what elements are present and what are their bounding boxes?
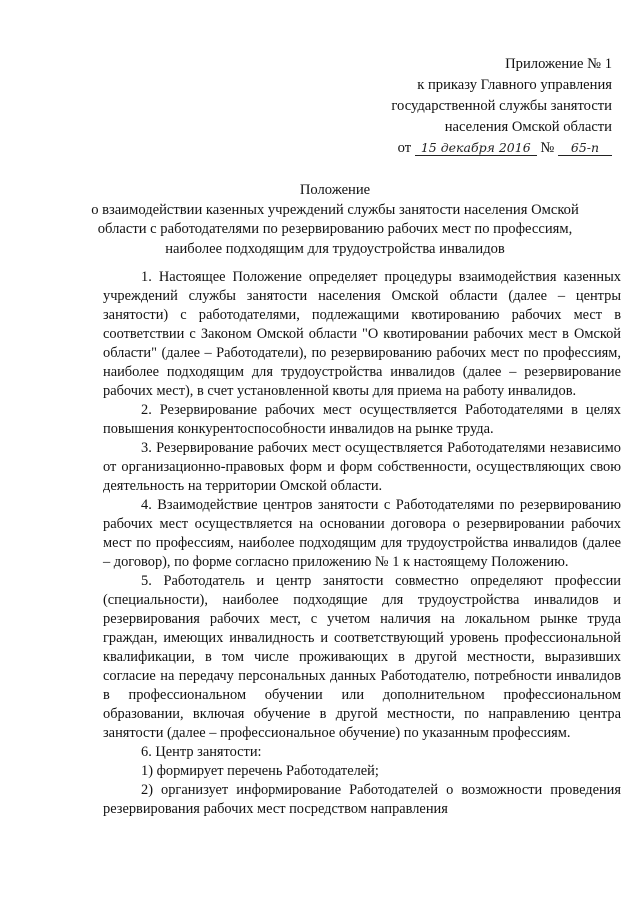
paragraph-3: 3. Резервирование рабочих мест осуществляется Работодателями независимо от организационно-правовых форм и форм собственности, осуществляющих свою деятельность на территории Омской области.: [103, 440, 621, 494]
title-subject-line-1: о взаимодействии казенных учреждений службы занятости населения Омской: [91, 201, 579, 218]
appendix-agency: государственной службы занятости: [391, 98, 612, 114]
paragraph-4: 4. Взаимодействие центров занятости с Работодателями по резервированию рабочих мест осуществляется на основании договора о резервировании рабочих мест по профессиям, наиболее подходящим для трудоустройства инвалидов (далее – договор), по форме согласно приложению № 1 к настоящему Положению.: [103, 497, 621, 570]
appendix-block: [391, 54, 612, 159]
handwritten-date: 15 декабря 2016: [415, 141, 537, 156]
paragraph-6: 6. Центр занятости:: [141, 744, 262, 760]
title-heading: Положение: [299, 182, 371, 198]
appendix-title: Приложение № 1: [505, 56, 612, 72]
paragraph-5: 5. Работодатель и центр занятости совместно определяют профессии (специальности), наиболее подходящие для трудоустройства инвалидов и резервирования рабочих мест, с учетом наличия на локальном рынке труда граждан, имеющих инвалидность и соответствующий уровень профессиональной квалификации, в том числе проживающих в другой местности, выразивших согласие на передачу персональных данных Работодателю, потребности инвалидов в профессиональном обучении или дополнительном профессиональном образовании, включая обучение в другой местности, по направлению центра занятости (далее – профессиональное обучение) по указанным профессиям.: [103, 573, 621, 741]
paragraph-1: 1. Настоящее Положение определяет процедуры взаимодействия казенных учреждений службы занятости населения Омской области (далее – центры занятости) с работодателями, подлежащими квотированию рабочих мест в соответствии с Законом Омской области "О квотировании рабочих мест в Омской области" (далее – Работодатели), по резервированию рабочих мест по профессиям, наиболее подходящим для трудоустройства инвалидов (далее – резервирование рабочих мест), в счет установленной квоты для приема на работу инвалидов.: [103, 269, 621, 399]
document-title: [70, 181, 600, 259]
title-subject-line-2: области с работодателями по резервированию рабочих мест по профессиям,: [97, 221, 573, 237]
title-subject-line-3: наиболее подходящим для трудоустройства инвалидов: [165, 240, 505, 257]
number-sign: №: [540, 140, 555, 156]
document-body: [103, 268, 621, 819]
ref-prefix: от: [397, 140, 412, 156]
appendix-region: населения Омской области: [444, 119, 612, 135]
paragraph-6-item-1: 1) формирует перечень Работодателей;: [141, 763, 379, 779]
order-reference-line: [391, 138, 612, 159]
handwritten-order-number: 65-п: [558, 141, 612, 156]
paragraph-6-item-2: 2) организует информирование Работодателей о возможности проведения резервирования рабочих мест посредством направления: [103, 782, 621, 817]
paragraph-2: 2. Резервирование рабочих мест осуществляется Работодателями в целях повышения конкурентоспособности инвалидов на рынке труда.: [103, 402, 621, 437]
appendix-order-ref: к приказу Главного управления: [417, 77, 612, 93]
